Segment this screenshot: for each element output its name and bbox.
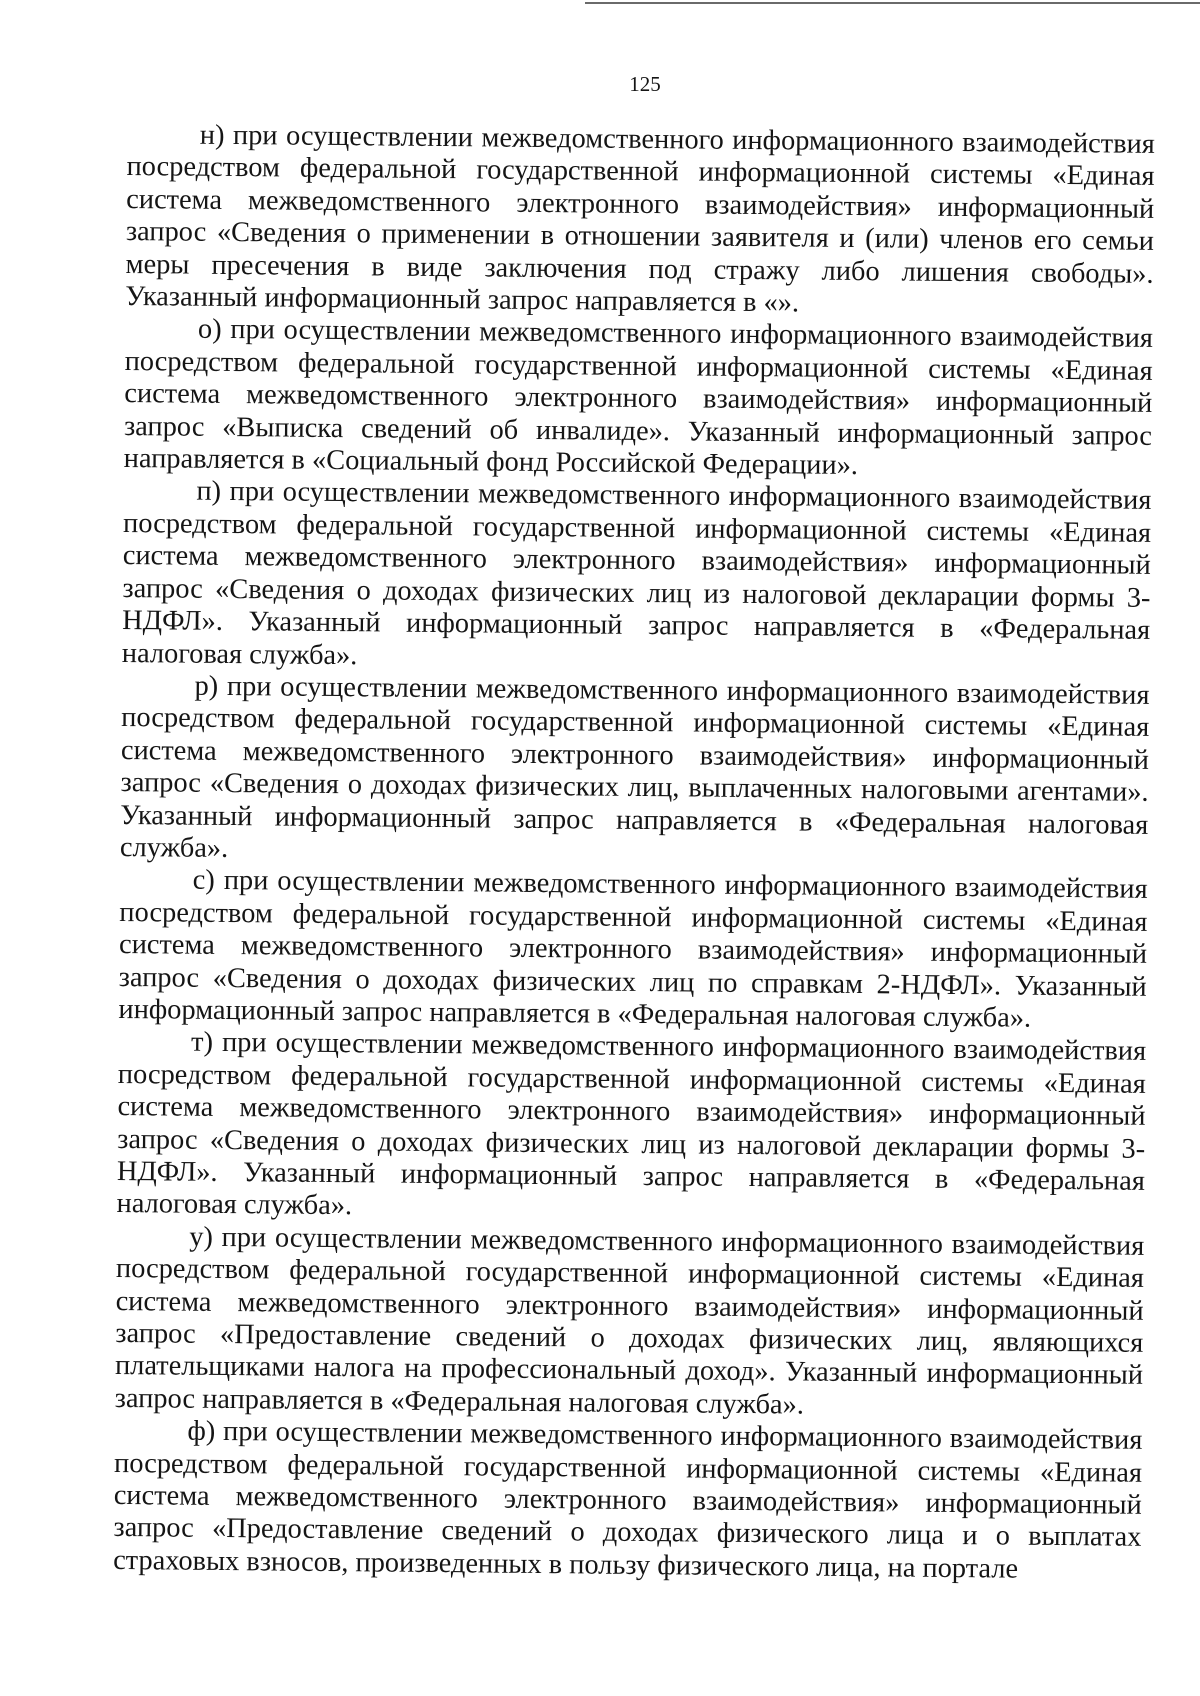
- paragraph-r: р) при осуществлении межведомственного информационного взаимодействия посредством федеральной государственной информационной системы «Единая система межведомственного электронного взаимодействия» информационный запрос «Сведения о доходах физических лиц, выплаченных налоговыми агентами». Указанный информационный запрос направляется в «Федеральная налоговая служба».: [119, 670, 1150, 864]
- paragraph-n: н) при осуществлении межведомственного информационного взаимодействия посредством федеральной государственной информационной системы «Единая система межведомственного электронного взаимодействия» информационный запрос «Сведения о применении в отношении заявителя и (или) членов его семьи меры пресечения в виде заключения под стражу либо лишения свободы». Указанный информационный запрос направляется в «».: [125, 119, 1155, 319]
- document-body: [113, 119, 1155, 1587]
- paragraph-u: у) при осуществлении межведомственного информационного взаимодействия посредством федеральной государственной информационной системы «Единая система межведомственного электронного взаимодействия» информационный запрос «Предоставление сведений о доходах физических лиц, являющихся плательщиками налога на профессиональный доход». Указанный информационный запрос направляется в «Федеральная налоговая служба».: [114, 1221, 1145, 1421]
- page-number: 125: [629, 72, 661, 96]
- paragraph-s: с) при осуществлении межведомственного информационного взаимодействия посредством федеральной государственной информационной системы «Единая система межведомственного электронного взаимодействия» информационный запрос «Сведения о доходах физических лиц по справкам 2-НДФЛ». Указанный информационный запрос направляется в «Федеральная налоговая служба».: [118, 865, 1148, 1034]
- top-edge-rule: [585, 2, 1200, 4]
- paragraph-f: ф) при осуществлении межведомственного информационного взаимодействия посредством федеральной государственной информационной системы «Единая система межведомственного электронного взаимодействия» информационный запрос «Предоставление сведений о доходах физического лица и о выплатах страховых взносов, произведенных в пользу физического лица, на портале: [113, 1415, 1143, 1585]
- paragraph-t: т) при осуществлении межведомственного информационного взаимодействия посредством федеральной государственной информационной системы «Единая система межведомственного электронного взаимодействия» информационный запрос «Сведения о доходах физических лиц из налоговой декларации формы 3-НДФЛ». Указанный информационный запрос направляется в «Федеральная налоговая служба».: [116, 1027, 1147, 1222]
- paragraph-o: о) при осуществлении межведомственного информационного взаимодействия посредством федеральной государственной информационной системы «Единая система межведомственного электронного взаимодействия» информационный запрос «Выписка сведений об инвалиде». Указанный информационный запрос направляется в «Социальный фонд Российской Федерации».: [123, 314, 1154, 482]
- paragraph-p: п) при осуществлении межведомственного информационного взаимодействия посредством федеральной государственной информационной системы «Единая система межведомственного электронного взаимодействия» информационный запрос «Сведения о доходах физических лиц из налоговой декларации формы 3-НДФЛ». Указанный информационный запрос направляется в «Федеральная налоговая служба».: [121, 476, 1152, 671]
